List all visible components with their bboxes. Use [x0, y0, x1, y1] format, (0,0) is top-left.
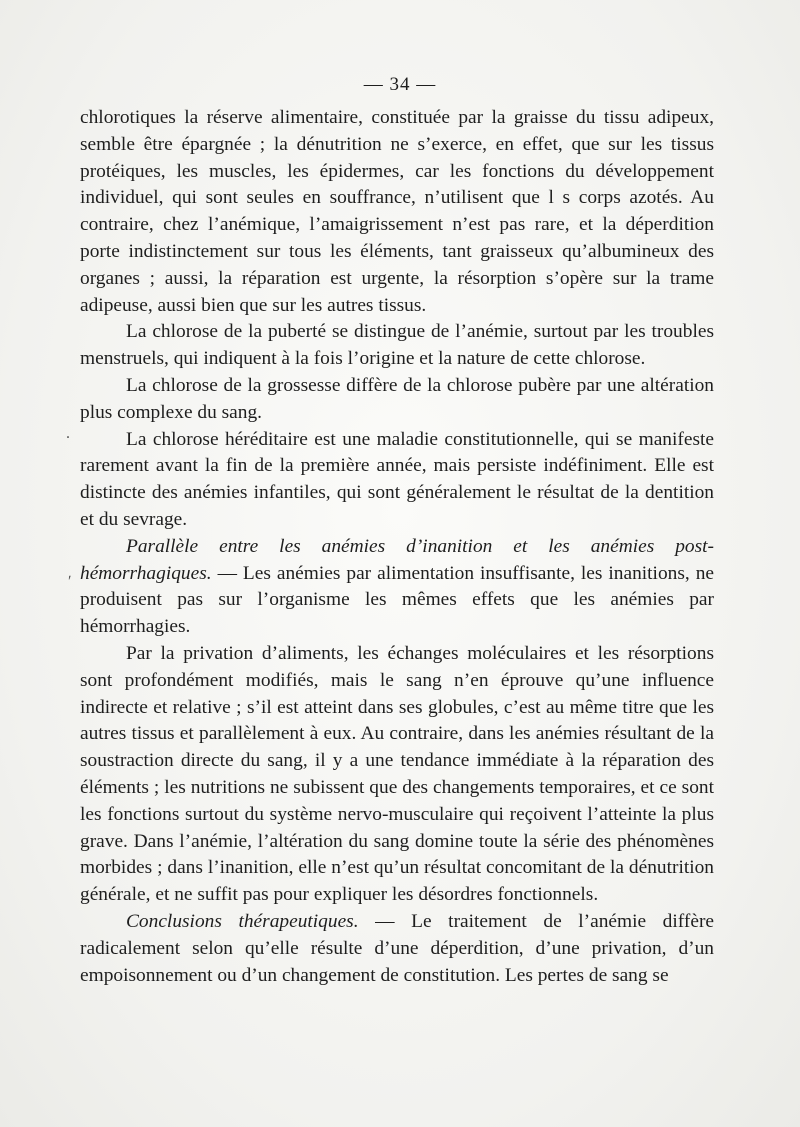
paragraph-1 — [80, 105, 714, 319]
paragraph-7 — [80, 909, 714, 989]
page-number: — 34 — — [363, 74, 437, 95]
section-heading: Conclusions thérapeutiques. — [126, 910, 359, 932]
body-text — [80, 105, 714, 989]
paragraph-text: La chlorose de la grossesse diffère de la chlorose pubère par une altération plus complexe du sang. — [80, 374, 714, 423]
paragraph-text: La chlorose de la puberté se distingue de l’anémie, surtout par les troubles menstruels, qui indiquent à la fois l’origine et la nature de cette chlorose. — [80, 321, 714, 370]
paragraph-6 — [80, 641, 714, 909]
paragraph-text: Par la privation d’aliments, les échanges moléculaires et les résorptions sont profondément modifiés, mais le sang n’en éprouve qu’une influence indirecte et relative ; s’il est atteint dans ses globules, c’est au même titre que les autres tissus et parallèlement à eux. Au contraire, dans les anémies résultant de la soustraction directe du sang, il y a une tendance immédiate à la réparation des éléments ; les nutritions ne subissent que des changements temporaires, et ce sont les fonctions surtout du système nervo-musculaire qui reçoivent l’atteinte la plus grave. Dans l’anémie, l’altération du sang domine toute la série des phénomènes morbides ; dans l’inanition, elle n’est qu’un résultat concomitant de la dénutrition générale, et ne suffit pas pour expliquer les désordres fonctionnels. — [80, 642, 714, 906]
paragraph-text: La chlorose héréditaire est une maladie constitutionnelle, qui se manifeste rarement avant la fin de la première année, mais persiste indéfiniment. Elle est distincte des anémies infantiles, qui sont généralement le résultat de la dentition et du sevrage. — [80, 428, 714, 530]
paragraph-text: — Le traitement de l’anémie diffère radicalement selon qu’elle résulte d’une déperdition, d’une privation, d’un empoisonnement ou d’un changement de constitution. Les pertes de sang se — [80, 910, 715, 986]
paragraph-text: — Les anémies par alimentation insuffisante, les inanitions, ne produisent pas sur l’organisme les mêmes effets que les anémies par hémorrhagies. — [80, 562, 714, 638]
margin-mark: . — [66, 425, 70, 442]
margin-mark: ʹ — [68, 573, 72, 590]
section-heading: Parallèle entre les anémies d’inanition et les anémies post-hémorrhagiques. — [80, 535, 714, 584]
paragraph-3 — [80, 373, 714, 427]
paragraph-text: chlorotiques la réserve alimentaire, constituée par la graisse du tissu adipeux, semble être épargnée ; la dénutrition ne s’exerce, en effet, que sur les tissus protéiques, les muscles, les épidermes, car les fonctions du développement individuel, qui sont seules en souffrance, n’utilisent que l s corps azotés. Au contraire, chez l’anémique, l’amaigrissement n’est pas rare, et la déperdition porte indistinctement sur tous les éléments, tant graisseux qu’albumineux des organes ; aussi, la réparation est urgente, la résorption s’opère sur la trame adipeuse, aussi bien que sur les autres tissus. — [80, 107, 714, 316]
paragraph-4 — [80, 427, 714, 534]
paragraph-2 — [80, 319, 714, 373]
paragraph-5 — [80, 534, 714, 641]
